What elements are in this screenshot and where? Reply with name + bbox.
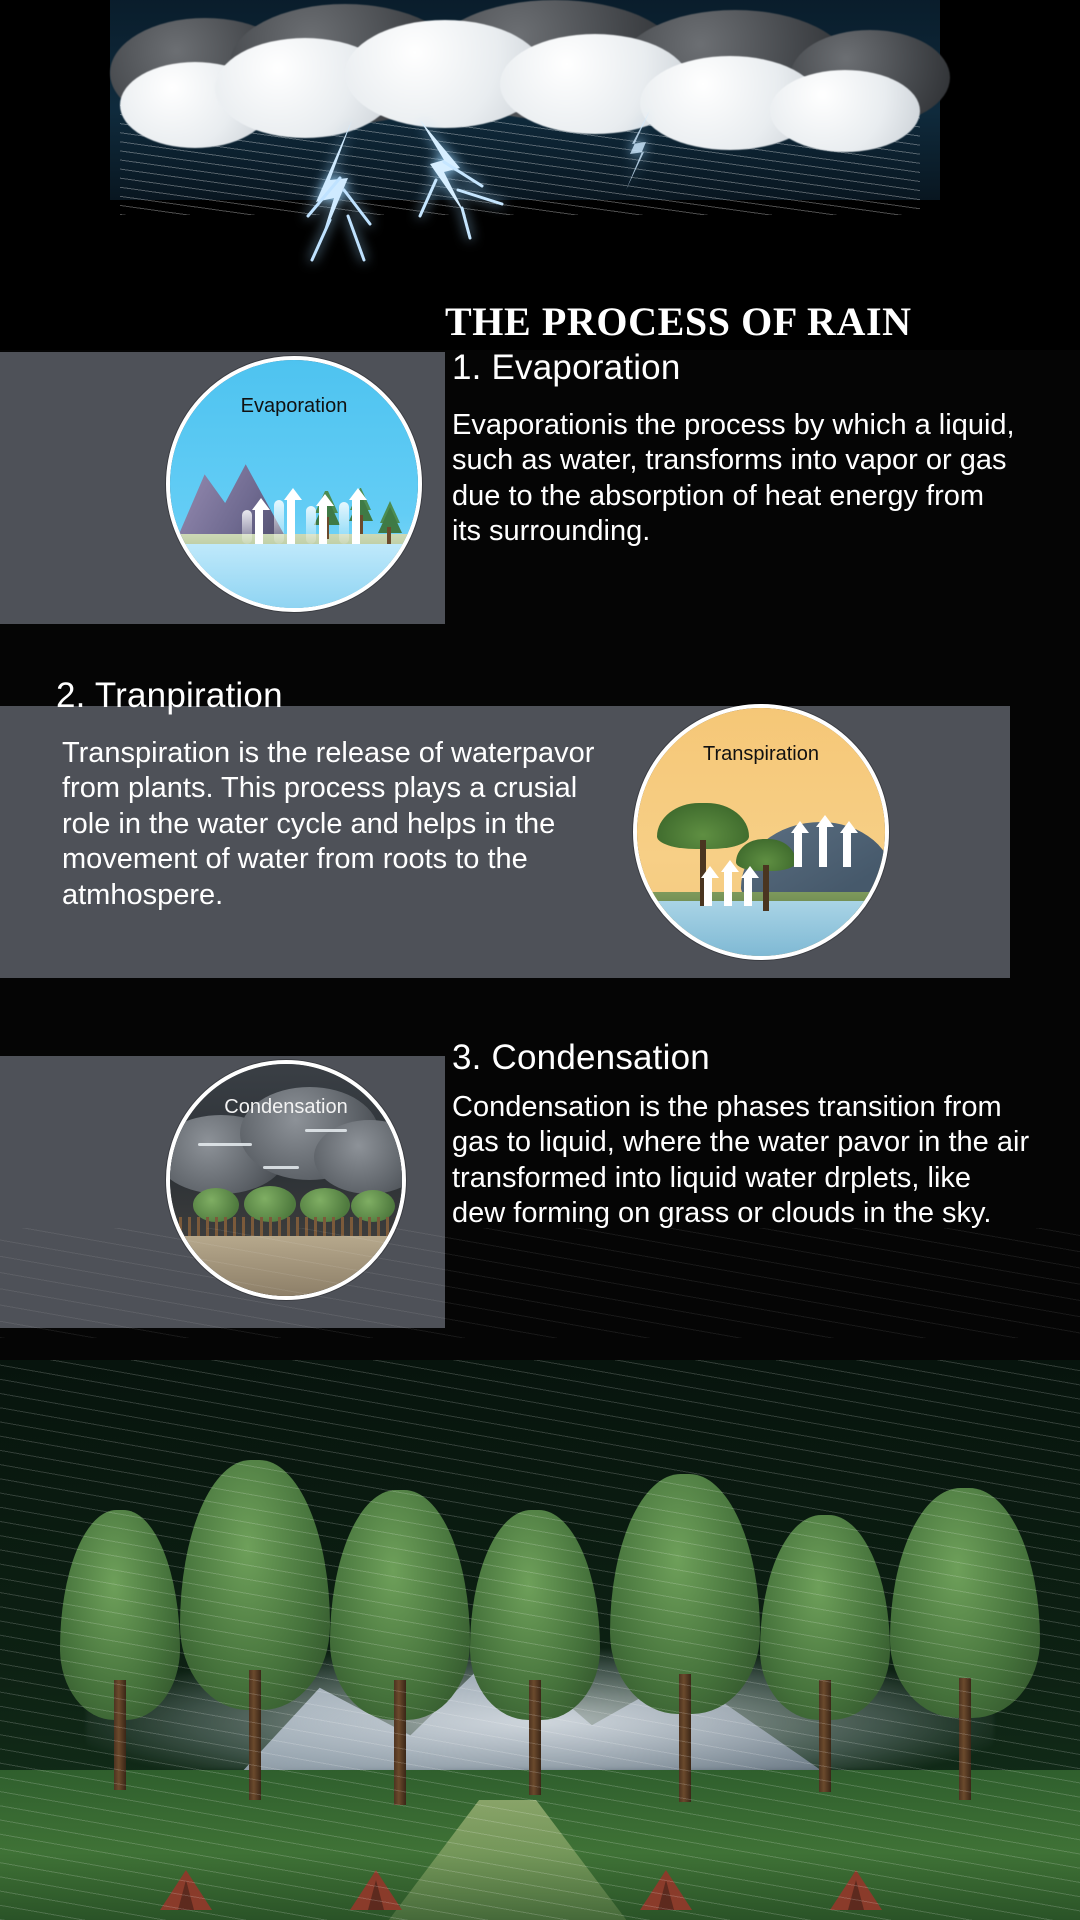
vapor-arrow-icon <box>349 488 363 544</box>
section-body-condensation: Condensation is the phases transition from gas to liquid, where the water pavor in the air transformed into liquid water drplets, like dew forming on grass or clouds in the sky. <box>452 1091 1030 1230</box>
transpiration-illustration <box>633 704 889 960</box>
transpiration-caption: Transpiration <box>703 742 819 765</box>
page-title: THE PROCESS OF RAIN <box>445 299 912 344</box>
vapor-arrow-icon <box>840 821 854 867</box>
vapor-arrow-icon <box>721 860 735 906</box>
vapor-arrow-icon <box>252 498 266 544</box>
evaporation-illustration <box>166 356 422 612</box>
storm-cloud-light <box>770 70 920 152</box>
section-body-transpiration: Transpiration is the release of waterpavor from plants. This process plays a crusial role in the water cycle and helps in the movement of water from roots to the atmhospere. <box>62 737 595 911</box>
lightning-bolt-icon <box>410 120 520 240</box>
vapor-arrow-icon <box>284 488 298 544</box>
vapor-arrow-icon <box>316 494 330 544</box>
evaporation-caption: Evaporation <box>240 394 348 417</box>
section-heading-evaporation: 1. Evaporation <box>452 348 681 387</box>
rain-streaks <box>0 1228 1080 1338</box>
lightning-bolt-icon <box>620 110 700 200</box>
rain-streaks <box>0 1360 1080 1920</box>
section-body-evaporation: Evaporationis the process by which a liquid, such as water, transforms into vapor or gas due to the absorption of heat energy from its surrounding. <box>452 409 1015 548</box>
vapor-arrow-icon <box>816 815 830 867</box>
condensation-caption: Condensation <box>224 1096 348 1119</box>
lightning-bolt-icon <box>300 120 390 280</box>
vapor-arrow-icon <box>741 866 755 906</box>
section-heading-transpiration: 2. Tranpiration <box>56 676 283 715</box>
section-heading-condensation: 3. Condensation <box>452 1038 710 1077</box>
vapor-arrow-icon <box>791 821 805 867</box>
vapor-arrow-icon <box>701 866 715 906</box>
forest-rain-scene <box>0 1360 1080 1920</box>
